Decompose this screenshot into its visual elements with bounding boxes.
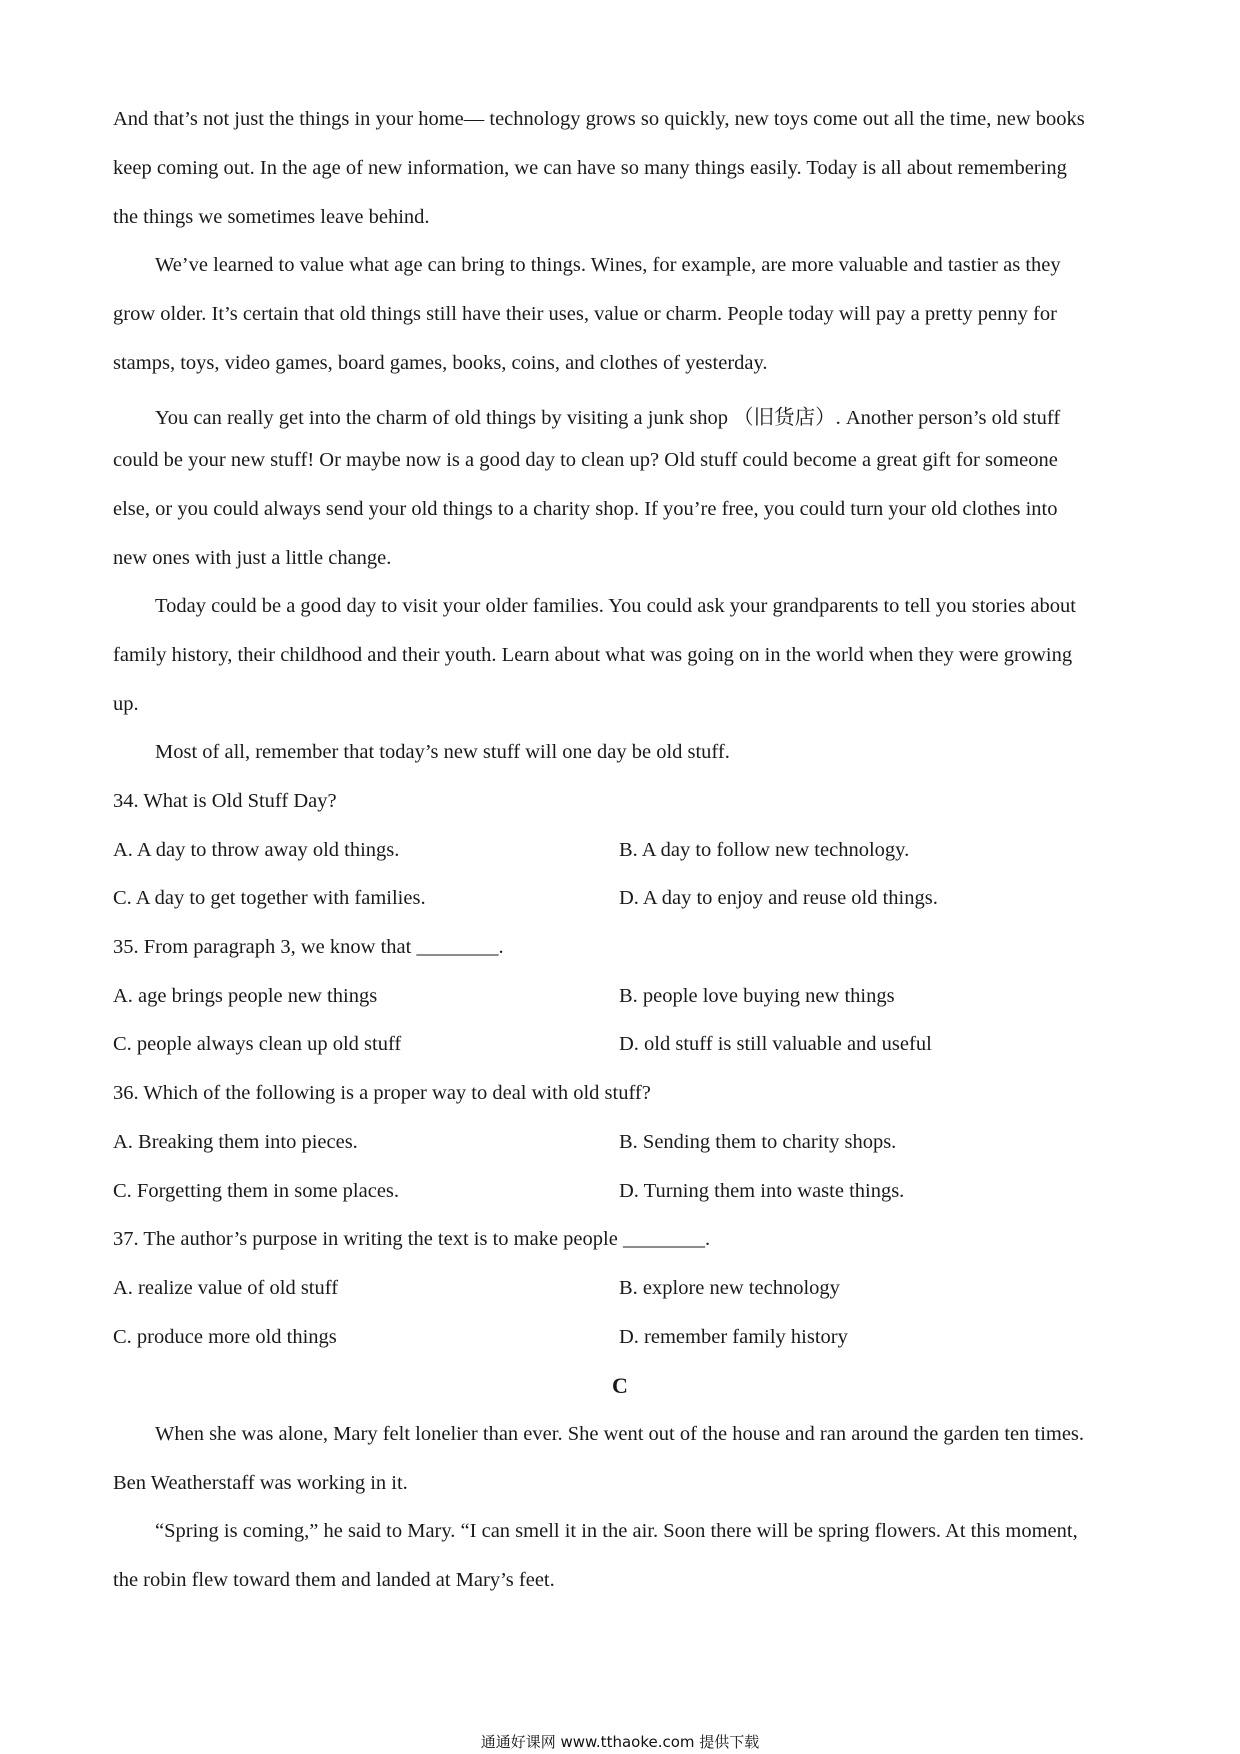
option-b: B. people love buying new things: [619, 985, 895, 1007]
paragraph-line: keep coming out. In the age of new information, we can have so many things easily. Today is all about remembering: [113, 157, 1067, 179]
option-d: D. remember family history: [619, 1326, 848, 1348]
option-a: A. age brings people new things: [113, 985, 378, 1007]
option-c: C. people always clean up old stuff: [113, 1033, 402, 1055]
paragraph-line: the robin flew toward them and landed at Mary’s feet.: [113, 1569, 555, 1591]
paragraph-line: And that’s not just the things in your home— technology grows so quickly, new toys come out all the time, new books: [113, 108, 1085, 130]
question-stem: 37. The author’s purpose in writing the text is to make people ________.: [113, 1228, 711, 1250]
paragraph-line: could be your new stuff! Or maybe now is a good day to clean up? Old stuff could become a great gift for someone: [113, 449, 1058, 471]
paragraph-line: the things we sometimes leave behind.: [113, 206, 430, 228]
paragraph-line: else, or you could always send your old things to a charity shop. If you’re free, you could turn your old clothes into: [113, 498, 1058, 520]
paragraph-line: You can really get into the charm of old things by visiting a junk shop （旧货店）. Another person’s old stuff: [155, 407, 1061, 429]
option-c: C. Forgetting them in some places.: [113, 1180, 400, 1202]
option-d: D. old stuff is still valuable and useful: [619, 1033, 932, 1055]
option-b: B. Sending them to charity shops.: [619, 1131, 897, 1153]
paragraph-line: grow older. It’s certain that old things still have their uses, value or charm. People today will pay a pretty penny for: [113, 303, 1057, 325]
paragraph-line: Most of all, remember that today’s new stuff will one day be old stuff.: [155, 741, 730, 763]
paragraph-line: Ben Weatherstaff was working in it.: [113, 1472, 408, 1494]
option-c: C. produce more old things: [113, 1326, 337, 1348]
option-d: D. A day to enjoy and reuse old things.: [619, 887, 938, 909]
option-b: B. A day to follow new technology.: [619, 839, 910, 861]
question-stem: 34. What is Old Stuff Day?: [113, 790, 337, 812]
option-d: D. Turning them into waste things.: [619, 1180, 905, 1202]
paragraph-line: stamps, toys, video games, board games, books, coins, and clothes of yesterday.: [113, 352, 768, 374]
paragraph-line: new ones with just a little change.: [113, 547, 392, 569]
option-a: A. Breaking them into pieces.: [113, 1131, 358, 1153]
option-b: B. explore new technology: [619, 1277, 840, 1299]
option-c: C. A day to get together with families.: [113, 887, 426, 909]
option-a: A. realize value of old stuff: [113, 1277, 339, 1299]
paragraph-line: up.: [113, 693, 139, 715]
paragraph-line: Today could be a good day to visit your older families. You could ask your grandparents to tell you stories about: [155, 595, 1076, 617]
paragraph-line: family history, their childhood and their youth. Learn about what was going on in the world when they were growing: [113, 644, 1073, 666]
option-a: A. A day to throw away old things.: [113, 839, 400, 861]
section-heading: C: [612, 1373, 628, 1398]
paragraph-line: When she was alone, Mary felt lonelier than ever. She went out of the house and ran around the garden ten times.: [155, 1423, 1085, 1445]
question-stem: 36. Which of the following is a proper way to deal with old stuff?: [113, 1082, 651, 1104]
paragraph-line: We’ve learned to value what age can bring to things. Wines, for example, are more valuable and tastier as they: [155, 254, 1061, 276]
page-footer: 通通好课网 www.tthaoke.com 提供下载: [480, 1733, 760, 1751]
paragraph-line: “Spring is coming,” he said to Mary. “I can smell it in the air. Soon there will be spring flowers. At this moment,: [155, 1520, 1078, 1542]
question-stem: 35. From paragraph 3, we know that ________.: [113, 936, 504, 958]
